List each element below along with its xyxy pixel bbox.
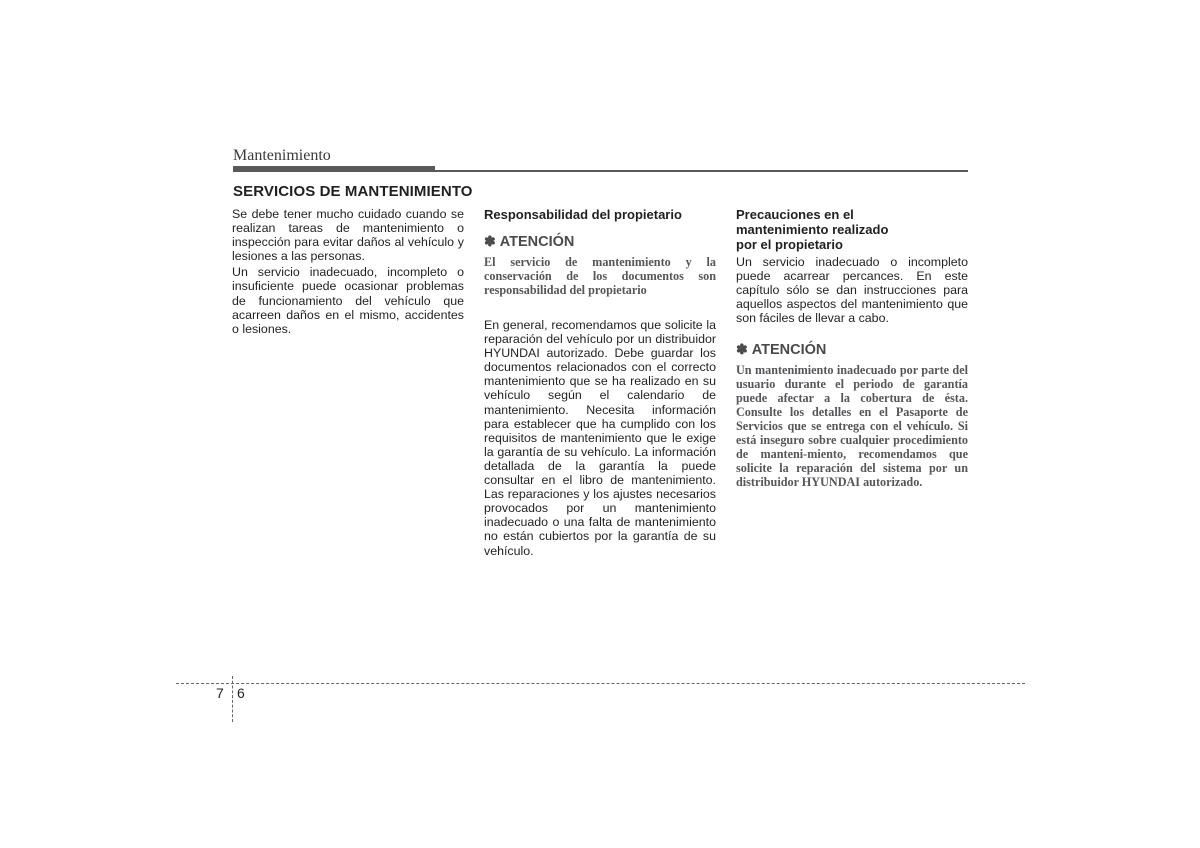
footer-dashed-rule bbox=[176, 683, 1025, 684]
attention-heading bbox=[484, 233, 716, 250]
attention-text: El servicio de mantenimiento y la conservación de los documentos son responsabilidad del propietario bbox=[484, 255, 716, 297]
attention-heading bbox=[736, 341, 968, 358]
running-header: Mantenimiento bbox=[233, 147, 331, 164]
attention-text: Un mantenimiento inadecuado por parte del usuario durante el periodo de garantía puede afectar a la cobertura de ésta. Consulte los detalles en el Pasaporte de Servicios que se entrega con el vehículo. Si está inseguro sobre cualquier procedimiento de manteni-miento, recomendamos que solicite la reparación del sistema por un distribuidor HYUNDAI autorizado. bbox=[736, 363, 968, 490]
heading-line-2: mantenimiento realizado bbox=[736, 222, 889, 237]
page-number: 6 bbox=[237, 685, 245, 701]
heading-line-1: Precauciones en el bbox=[736, 207, 854, 222]
asterisk-icon: ✽ bbox=[736, 341, 748, 358]
header-rule-thick bbox=[233, 166, 435, 172]
header-rule-thin bbox=[435, 170, 968, 172]
owner-precautions-body: Un servicio inadecuado o incompleto puede acarrear percances. En este capítulo sólo se dan instrucciones para aquellos aspectos del mantenimiento que son fáciles de llevar a cabo. bbox=[736, 255, 968, 326]
section-title: SERVICIOS DE MANTENIMIENTO bbox=[233, 183, 473, 200]
owner-responsibility-body: En general, recomendamos que solicite la reparación del vehículo por un distribuidor HYUNDAI autorizado. Debe guardar los documentos relacionados con el correcto mantenimiento que se ha realizado en su vehículo según el calendario de mantenimiento. Necesita información para establecer que ha cumplido con los requisitos de mantenimiento que le exige la garantía de su vehículo. La información detallada de la garantía la puede consultar en el libro de mantenimiento. Las reparaciones y los ajustes necesarios provocados por un mantenimiento inadecuado o una falta de mantenimiento no están cubiertos por la garantía de su vehículo. bbox=[484, 318, 716, 558]
footer-dashed-divider bbox=[232, 676, 233, 722]
asterisk-icon: ✽ bbox=[484, 233, 496, 249]
heading-line-3: por el propietario bbox=[736, 237, 843, 252]
owner-responsibility-heading: Responsabilidad del propietario bbox=[484, 207, 682, 222]
column-1 bbox=[232, 207, 464, 338]
chapter-number: 7 bbox=[216, 685, 224, 701]
owner-precautions-heading bbox=[736, 207, 968, 252]
intro-paragraph-1: Se debe tener mucho cuidado cuando se realizan tareas de mantenimiento o inspección para evitar daños al vehículo y lesiones a las personas. bbox=[232, 207, 464, 264]
attention-label: ATENCIÓN bbox=[751, 342, 827, 359]
column-2 bbox=[484, 207, 716, 560]
intro-paragraph-2: Un servicio inadecuado, incompleto o insuficiente puede ocasionar problemas de funcionamiento del vehículo que acarreen daños en el mismo, accidentes o lesiones. bbox=[232, 265, 464, 336]
attention-label: ATENCIÓN bbox=[499, 234, 575, 250]
column-3 bbox=[736, 207, 968, 510]
